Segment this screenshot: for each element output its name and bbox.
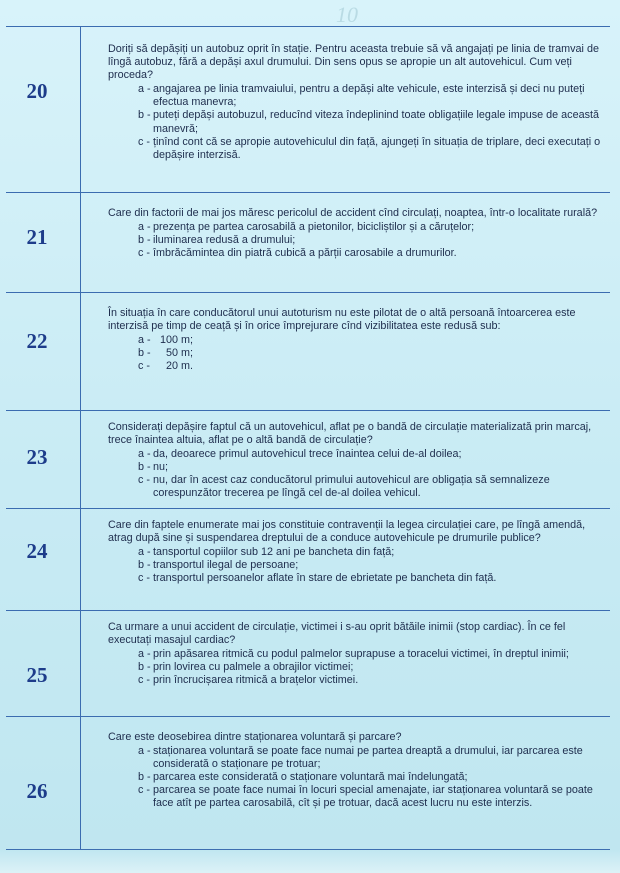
question-body — [108, 421, 606, 501]
question-text: Care din factorii de mai jos măresc pericolul de accident cînd circulați, noaptea, într-o localitate rurală? — [108, 207, 598, 219]
option-text: nu, dar în acest caz conducătorul primului autovehicul are obligația să semnalizeze corespunzător trecerea pe lîngă cel de-al doilea vehicul. — [153, 474, 550, 500]
question-body — [108, 621, 606, 687]
answer-option-a[interactable] — [138, 546, 606, 559]
option-text: da, deoarece primul autovehicul trece înaintea celui de-al doilea; — [153, 448, 462, 461]
option-text: 100 m; — [160, 334, 194, 347]
question-body — [108, 307, 606, 373]
option-text: ținînd cont că se apropie autovehiculul din față, ajungeți în situația de triplare, deci executați o depășire interzisă. — [153, 135, 601, 161]
option-label: c - — [138, 360, 150, 373]
question-number: 25 — [26, 663, 48, 687]
option-label: b - — [138, 234, 151, 247]
option-text: parcarea este considerată o staționare voluntară mai îndelungată; — [153, 771, 468, 784]
question-row — [6, 292, 610, 411]
answer-option-b[interactable] — [138, 559, 606, 572]
question-number: 24 — [26, 539, 48, 563]
answer-option-c[interactable] — [138, 784, 606, 810]
question-text: Care din faptele enumerate mai jos constituie contravenții la legea circulației care, pe lîngă amendă, atrag după sine și suspendarea dreptului de a conduce autovehicule pe drumurile publice? — [108, 519, 586, 545]
option-text: transportul persoanelor aflate în stare de ebrietate pe bancheta din față. — [153, 572, 497, 585]
answer-option-b[interactable] — [138, 109, 606, 135]
question-number: 22 — [26, 329, 48, 353]
option-label: a - — [138, 221, 151, 234]
question-body — [108, 43, 606, 162]
question-number: 21 — [26, 225, 48, 249]
option-text: nu; — [153, 461, 169, 474]
option-label: b - — [138, 661, 151, 674]
question-body — [108, 519, 606, 585]
option-text: prin încrucișarea ritmică a brațelor victimei. — [153, 674, 359, 687]
question-text: Doriți să depășiți un autobuz oprit în stație. Pentru aceasta trebuie să vă angajați pe linia de tramvai de lîngă autobuz, fără a depăși axul drumului. Din sens opus se apropie un alt autovehicul. Cum veți proceda? — [108, 43, 599, 82]
option-text: parcarea se poate face numai în locuri special amenajate, iar staționarea voluntară se poate face atît pe partea carosabilă, cît și pe trotuar, dacă acest lucru nu este interzis. — [153, 784, 593, 810]
answer-option-a[interactable] — [138, 221, 606, 234]
option-label: c - — [138, 135, 150, 148]
answer-option-c[interactable] — [138, 474, 606, 500]
option-label: a - — [138, 83, 151, 96]
question-body — [108, 731, 606, 811]
question-row — [6, 508, 610, 611]
option-text: transportul ilegal de persoane; — [153, 559, 299, 572]
answer-option-a[interactable] — [138, 648, 606, 661]
question-row — [6, 26, 610, 193]
question-text: Considerați depășire faptul că un autovehicul, aflat pe o bandă de circulație materializată prin marcaj, trece înaintea altuia, aflat pe o altă bandă de circulație? — [108, 421, 592, 447]
option-label: c - — [138, 247, 150, 260]
answer-option-b[interactable] — [138, 461, 606, 474]
option-label: a - — [138, 448, 151, 461]
question-text: În situația în care conducătorul unui autoturism nu este pilotat de o altă persoană întoarcerea este interzisă pe timp de ceață și în orice împrejurare cînd vizibilitatea este redusă sub: — [108, 307, 576, 333]
column-divider — [80, 611, 81, 717]
option-text: tansportul copiilor sub 12 ani pe bancheta din față; — [153, 546, 395, 559]
option-label: c - — [138, 572, 150, 585]
answer-option-c[interactable] — [138, 360, 606, 373]
question-row — [6, 410, 610, 509]
option-text: iluminarea redusă a drumului; — [153, 234, 296, 247]
answer-option-b[interactable] — [138, 771, 606, 784]
option-text: staționarea voluntară se poate face numai pe partea dreaptă a drumului, iar parcarea este considerată o staționare pe trotuar; — [153, 745, 583, 771]
option-label: a - — [138, 546, 151, 559]
option-label: b - — [138, 109, 151, 122]
answer-option-b[interactable] — [138, 234, 606, 247]
question-text: Care este deosebirea dintre staționarea voluntară și parcare? — [108, 731, 402, 743]
column-divider — [80, 193, 81, 293]
column-divider — [80, 293, 81, 411]
option-label: b - — [138, 347, 151, 360]
answer-option-a[interactable] — [138, 83, 606, 109]
option-label: a - — [138, 334, 151, 347]
answer-option-c[interactable] — [138, 247, 606, 260]
answer-option-b[interactable] — [138, 347, 606, 360]
answer-option-c[interactable] — [138, 572, 606, 585]
option-text: prezența pe partea carosabilă a pietonilor, bicicliștilor și a căruțelor; — [153, 221, 475, 234]
question-row — [6, 192, 610, 293]
column-divider — [80, 411, 81, 509]
question-row — [6, 610, 610, 717]
page-bottom-edge — [0, 849, 620, 873]
answer-option-a[interactable] — [138, 448, 606, 461]
option-label: a - — [138, 648, 151, 661]
option-text: prin lovirea cu palmele a obrajilor victimei; — [153, 661, 354, 674]
column-divider — [80, 27, 81, 193]
option-text: 50 m; — [166, 347, 194, 360]
option-text: prin apăsarea ritmică cu podul palmelor suprapuse a toracelui victimei, în dreptul inimii; — [153, 648, 569, 661]
answer-option-b[interactable] — [138, 661, 606, 674]
questions-table — [6, 26, 610, 848]
option-label: b - — [138, 461, 151, 474]
answer-option-c[interactable] — [138, 136, 606, 162]
answer-option-a[interactable] — [138, 745, 606, 771]
option-label: c - — [138, 674, 150, 687]
question-number: 26 — [26, 779, 48, 803]
option-text: 20 m. — [166, 360, 194, 373]
question-body — [108, 207, 606, 260]
option-text: îmbrăcămintea din piatră cubică a părții carosabile a drumurilor. — [153, 247, 457, 260]
option-label: b - — [138, 559, 151, 572]
option-label: c - — [138, 784, 150, 797]
option-text: puteți depăși autobuzul, reducînd viteza îndeplinind toate obligațiile legale impuse de această manevră; — [153, 109, 599, 135]
question-text: Ca urmare a unui accident de circulație, victimei i s-au oprit bătăile inimii (stop cardiac). În ce fel executați masajul cardiac? — [108, 621, 566, 647]
answer-option-c[interactable] — [138, 674, 606, 687]
column-divider — [80, 717, 81, 849]
question-row — [6, 716, 610, 850]
answer-option-a[interactable] — [138, 334, 606, 347]
header-page-mark: 10 — [336, 2, 358, 27]
question-number: 20 — [26, 79, 48, 103]
question-number: 23 — [26, 445, 48, 469]
option-text: angajarea pe linia tramvaiului, pentru a depăși alte vehicule, este interzisă și deci nu puteți efectua manevra; — [153, 83, 585, 109]
column-divider — [80, 509, 81, 611]
option-label: a - — [138, 745, 151, 758]
option-label: c - — [138, 474, 150, 487]
option-label: b - — [138, 771, 151, 784]
